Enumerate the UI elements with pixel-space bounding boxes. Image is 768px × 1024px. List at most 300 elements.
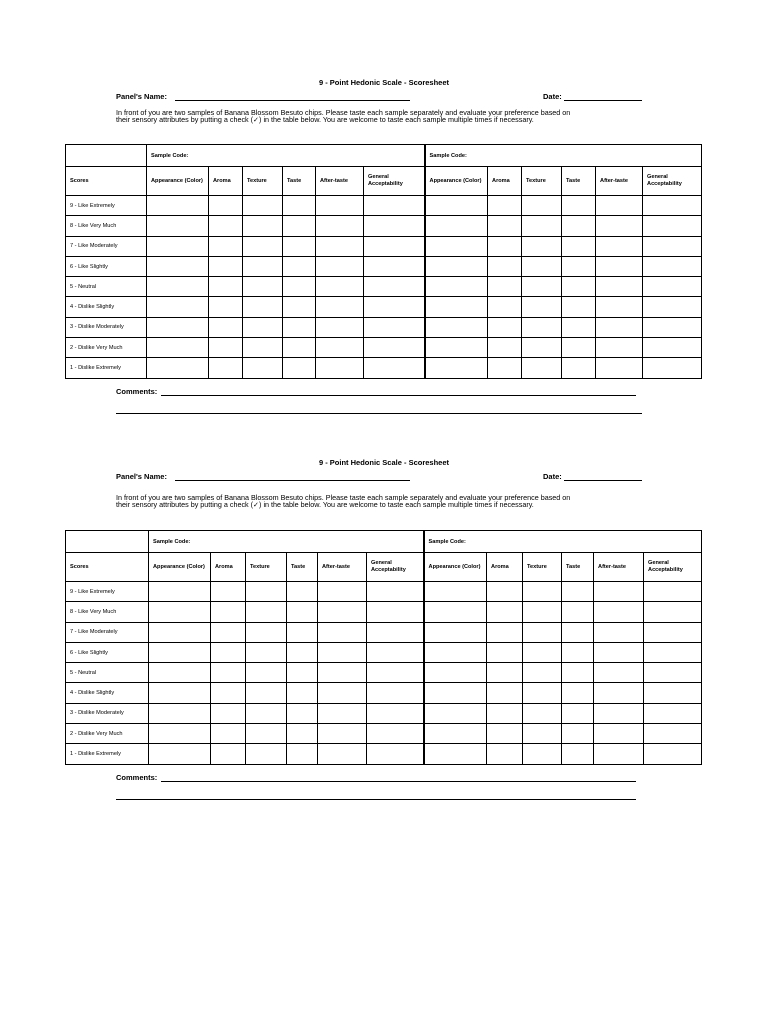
check-cell[interactable] bbox=[318, 602, 367, 622]
date-line[interactable] bbox=[564, 100, 642, 101]
check-cell[interactable] bbox=[211, 703, 246, 723]
check-cell[interactable] bbox=[522, 277, 562, 297]
check-cell[interactable] bbox=[287, 703, 318, 723]
attr-header: After-taste bbox=[318, 553, 367, 582]
check-cell[interactable] bbox=[246, 703, 287, 723]
check-cell[interactable] bbox=[209, 196, 243, 216]
check-cell[interactable] bbox=[425, 277, 488, 297]
check-cell[interactable] bbox=[487, 683, 523, 703]
check-cell[interactable] bbox=[596, 277, 643, 297]
attr-header: Texture bbox=[522, 167, 562, 196]
check-cell[interactable] bbox=[283, 358, 316, 378]
check-cell[interactable] bbox=[424, 683, 487, 703]
date-label: Date: bbox=[543, 92, 562, 101]
check-cell[interactable] bbox=[283, 338, 316, 358]
check-cell[interactable] bbox=[364, 338, 425, 358]
check-cell[interactable] bbox=[364, 196, 425, 216]
check-cell[interactable] bbox=[287, 602, 318, 622]
score-rows bbox=[66, 582, 702, 765]
score-label: 8 - Like Very Much bbox=[66, 216, 147, 236]
check-cell[interactable] bbox=[643, 317, 702, 337]
score-row bbox=[66, 744, 702, 764]
score-label: 4 - Dislike Slightly bbox=[66, 297, 147, 317]
check-cell[interactable] bbox=[209, 256, 243, 276]
check-cell[interactable] bbox=[147, 196, 209, 216]
score-row bbox=[66, 358, 702, 378]
check-cell[interactable] bbox=[147, 317, 209, 337]
check-cell[interactable] bbox=[243, 256, 283, 276]
date-label: Date: bbox=[543, 472, 562, 481]
check-cell[interactable] bbox=[246, 683, 287, 703]
check-cell[interactable] bbox=[211, 642, 246, 662]
check-cell[interactable] bbox=[523, 703, 562, 723]
check-cell[interactable] bbox=[211, 602, 246, 622]
check-cell[interactable] bbox=[643, 236, 702, 256]
panel-name-line[interactable] bbox=[175, 480, 410, 481]
score-label: 9 - Like Extremely bbox=[66, 582, 149, 602]
check-cell[interactable] bbox=[424, 582, 487, 602]
check-cell[interactable] bbox=[287, 724, 318, 744]
check-cell[interactable] bbox=[644, 642, 702, 662]
attr-header: Aroma bbox=[211, 553, 246, 582]
check-cell[interactable] bbox=[283, 297, 316, 317]
check-cell[interactable] bbox=[425, 338, 488, 358]
check-cell[interactable] bbox=[209, 277, 243, 297]
attr-header: Appearance (Color) bbox=[424, 553, 487, 582]
check-cell[interactable] bbox=[594, 683, 644, 703]
attr-header: General Acceptability bbox=[367, 553, 424, 582]
check-cell[interactable] bbox=[644, 663, 702, 683]
comments-line-2[interactable] bbox=[116, 799, 636, 800]
check-cell[interactable] bbox=[644, 724, 702, 744]
check-cell[interactable] bbox=[283, 277, 316, 297]
check-cell[interactable] bbox=[562, 703, 594, 723]
check-cell[interactable] bbox=[596, 317, 643, 337]
check-cell[interactable] bbox=[487, 642, 523, 662]
check-cell[interactable] bbox=[287, 744, 318, 764]
check-cell[interactable] bbox=[318, 703, 367, 723]
panel-name-line[interactable] bbox=[175, 100, 410, 101]
check-cell[interactable] bbox=[283, 317, 316, 337]
score-row bbox=[66, 196, 702, 216]
check-cell[interactable] bbox=[522, 236, 562, 256]
check-cell[interactable] bbox=[596, 236, 643, 256]
check-cell[interactable] bbox=[523, 744, 562, 764]
attr-header: Appearance (Color) bbox=[425, 167, 488, 196]
check-cell[interactable] bbox=[147, 297, 209, 317]
check-cell[interactable] bbox=[316, 317, 364, 337]
check-cell[interactable] bbox=[367, 724, 424, 744]
check-cell[interactable] bbox=[243, 236, 283, 256]
score-row bbox=[66, 317, 702, 337]
check-cell[interactable] bbox=[243, 216, 283, 236]
instructions-line-1: In front of you are two samples of Banana Blossom Besuto chips. Please taste each sample separately and evaluate your preference based on bbox=[116, 108, 571, 117]
score-label: 8 - Like Very Much bbox=[66, 602, 149, 622]
check-cell[interactable] bbox=[596, 297, 643, 317]
check-cell[interactable] bbox=[562, 602, 594, 622]
check-cell[interactable] bbox=[287, 622, 318, 642]
check-cell[interactable] bbox=[243, 196, 283, 216]
check-cell[interactable] bbox=[523, 724, 562, 744]
check-cell[interactable] bbox=[367, 582, 424, 602]
check-cell[interactable] bbox=[643, 338, 702, 358]
score-label: 5 - Neutral bbox=[66, 277, 147, 297]
check-cell[interactable] bbox=[488, 358, 522, 378]
check-cell[interactable] bbox=[367, 683, 424, 703]
check-cell[interactable] bbox=[425, 216, 488, 236]
check-cell[interactable] bbox=[287, 663, 318, 683]
check-cell[interactable] bbox=[424, 642, 487, 662]
score-row bbox=[66, 642, 702, 662]
check-cell[interactable] bbox=[594, 663, 644, 683]
check-cell[interactable] bbox=[211, 622, 246, 642]
check-cell[interactable] bbox=[211, 724, 246, 744]
check-cell[interactable] bbox=[487, 744, 523, 764]
corner-cell bbox=[66, 145, 147, 167]
check-cell[interactable] bbox=[522, 297, 562, 317]
check-cell[interactable] bbox=[287, 683, 318, 703]
attr-header: Appearance (Color) bbox=[147, 167, 209, 196]
check-cell[interactable] bbox=[318, 663, 367, 683]
check-cell[interactable] bbox=[522, 358, 562, 378]
sheet-title: 9 - Point Hedonic Scale - Scoresheet bbox=[318, 458, 450, 467]
check-cell[interactable] bbox=[594, 602, 644, 622]
instructions-line-1: In front of you are two samples of Banana Blossom Besuto chips. Please taste each sample separately and evaluate your preference based on bbox=[116, 493, 571, 502]
check-cell[interactable] bbox=[367, 602, 424, 622]
check-cell[interactable] bbox=[425, 358, 488, 378]
check-cell[interactable] bbox=[523, 582, 562, 602]
check-cell[interactable] bbox=[367, 663, 424, 683]
check-cell[interactable] bbox=[488, 338, 522, 358]
check-cell[interactable] bbox=[562, 338, 596, 358]
check-cell[interactable] bbox=[367, 622, 424, 642]
check-cell[interactable] bbox=[594, 642, 644, 662]
check-cell[interactable] bbox=[424, 724, 487, 744]
check-cell[interactable] bbox=[246, 663, 287, 683]
check-cell[interactable] bbox=[596, 338, 643, 358]
check-cell[interactable] bbox=[562, 317, 596, 337]
score-row bbox=[66, 683, 702, 703]
score-row bbox=[66, 256, 702, 276]
check-cell[interactable] bbox=[425, 317, 488, 337]
check-cell[interactable] bbox=[562, 683, 594, 703]
check-cell[interactable] bbox=[643, 358, 702, 378]
check-cell[interactable] bbox=[487, 602, 523, 622]
check-cell[interactable] bbox=[147, 256, 209, 276]
check-cell[interactable] bbox=[424, 703, 487, 723]
check-cell[interactable] bbox=[211, 744, 246, 764]
instructions-line-2: their sensory attributes by putting a check (✓) in the table below. You are welcome to taste each sample multiple times if necessary. bbox=[116, 500, 534, 509]
check-cell[interactable] bbox=[318, 744, 367, 764]
check-cell[interactable] bbox=[246, 744, 287, 764]
check-cell[interactable] bbox=[644, 683, 702, 703]
check-cell[interactable] bbox=[364, 358, 425, 378]
check-cell[interactable] bbox=[562, 256, 596, 276]
attr-header: Taste bbox=[562, 167, 596, 196]
check-cell[interactable] bbox=[149, 582, 211, 602]
check-cell[interactable] bbox=[243, 338, 283, 358]
check-cell[interactable] bbox=[596, 256, 643, 276]
check-cell[interactable] bbox=[425, 236, 488, 256]
check-cell[interactable] bbox=[523, 642, 562, 662]
check-cell[interactable] bbox=[364, 317, 425, 337]
check-cell[interactable] bbox=[643, 277, 702, 297]
check-cell[interactable] bbox=[488, 196, 522, 216]
score-label: 7 - Like Moderately bbox=[66, 236, 147, 256]
check-cell[interactable] bbox=[287, 582, 318, 602]
check-cell[interactable] bbox=[562, 297, 596, 317]
check-cell[interactable] bbox=[209, 236, 243, 256]
check-cell[interactable] bbox=[149, 683, 211, 703]
attr-header: Aroma bbox=[209, 167, 243, 196]
check-cell[interactable] bbox=[246, 602, 287, 622]
score-row bbox=[66, 236, 702, 256]
check-cell[interactable] bbox=[316, 358, 364, 378]
check-cell[interactable] bbox=[367, 703, 424, 723]
check-cell[interactable] bbox=[523, 663, 562, 683]
check-cell[interactable] bbox=[644, 622, 702, 642]
score-row bbox=[66, 663, 702, 683]
check-cell[interactable] bbox=[562, 724, 594, 744]
attr-header: Taste bbox=[562, 553, 594, 582]
date-line[interactable] bbox=[564, 480, 642, 481]
comments-label: Comments: bbox=[116, 387, 158, 396]
check-cell[interactable] bbox=[283, 236, 316, 256]
check-cell[interactable] bbox=[318, 724, 367, 744]
check-cell[interactable] bbox=[644, 744, 702, 764]
comments-line-1[interactable] bbox=[161, 395, 636, 396]
comments-line-2[interactable] bbox=[116, 413, 642, 414]
attr-header: After-taste bbox=[596, 167, 643, 196]
score-label: 9 - Like Extremely bbox=[66, 196, 147, 216]
score-label: 2 - Dislike Very Much bbox=[66, 338, 147, 358]
check-cell[interactable] bbox=[364, 256, 425, 276]
scores-header: Scores bbox=[66, 167, 147, 196]
attr-header: Texture bbox=[523, 553, 562, 582]
score-label: 5 - Neutral bbox=[66, 663, 149, 683]
check-cell[interactable] bbox=[562, 216, 596, 236]
check-cell[interactable] bbox=[488, 297, 522, 317]
check-cell[interactable] bbox=[364, 297, 425, 317]
check-cell[interactable] bbox=[283, 196, 316, 216]
check-cell[interactable] bbox=[488, 236, 522, 256]
check-cell[interactable] bbox=[644, 582, 702, 602]
check-cell[interactable] bbox=[209, 216, 243, 236]
check-cell[interactable] bbox=[287, 642, 318, 662]
check-cell[interactable] bbox=[147, 277, 209, 297]
check-cell[interactable] bbox=[316, 236, 364, 256]
score-row bbox=[66, 297, 702, 317]
check-cell[interactable] bbox=[364, 236, 425, 256]
check-cell[interactable] bbox=[643, 216, 702, 236]
check-cell[interactable] bbox=[425, 196, 488, 216]
check-cell[interactable] bbox=[318, 582, 367, 602]
check-cell[interactable] bbox=[316, 196, 364, 216]
sample-code-label-2: Sample Code: bbox=[425, 145, 702, 167]
check-cell[interactable] bbox=[243, 277, 283, 297]
check-cell[interactable] bbox=[487, 724, 523, 744]
check-cell[interactable] bbox=[644, 703, 702, 723]
score-label: 3 - Dislike Moderately bbox=[66, 703, 149, 723]
check-cell[interactable] bbox=[318, 642, 367, 662]
check-cell[interactable] bbox=[562, 582, 594, 602]
attr-header: Taste bbox=[287, 553, 318, 582]
check-cell[interactable] bbox=[644, 602, 702, 622]
check-cell[interactable] bbox=[283, 216, 316, 236]
attr-header: Appearance (Color) bbox=[149, 553, 211, 582]
check-cell[interactable] bbox=[594, 724, 644, 744]
check-cell[interactable] bbox=[246, 582, 287, 602]
check-cell[interactable] bbox=[523, 683, 562, 703]
check-cell[interactable] bbox=[209, 317, 243, 337]
check-cell[interactable] bbox=[522, 216, 562, 236]
check-cell[interactable] bbox=[594, 703, 644, 723]
check-cell[interactable] bbox=[209, 358, 243, 378]
score-label: 6 - Like Slightly bbox=[66, 256, 147, 276]
check-cell[interactable] bbox=[562, 642, 594, 662]
sample-code-label-1: Sample Code: bbox=[149, 531, 424, 553]
attr-header: General Acceptability bbox=[644, 553, 702, 582]
check-cell[interactable] bbox=[424, 602, 487, 622]
check-cell[interactable] bbox=[488, 317, 522, 337]
check-cell[interactable] bbox=[596, 196, 643, 216]
comments-line-1[interactable] bbox=[161, 781, 636, 782]
panel-name-label: Panel's Name: bbox=[116, 472, 167, 481]
score-label: 2 - Dislike Very Much bbox=[66, 724, 149, 744]
score-row bbox=[66, 622, 702, 642]
check-cell[interactable] bbox=[147, 358, 209, 378]
check-cell[interactable] bbox=[562, 622, 594, 642]
score-table-2 bbox=[65, 530, 702, 765]
check-cell[interactable] bbox=[246, 724, 287, 744]
attr-header: General Acceptability bbox=[643, 167, 702, 196]
check-cell[interactable] bbox=[367, 642, 424, 662]
check-cell[interactable] bbox=[209, 297, 243, 317]
attr-header: General Acceptability bbox=[364, 167, 425, 196]
check-cell[interactable] bbox=[487, 622, 523, 642]
check-cell[interactable] bbox=[147, 338, 209, 358]
check-cell[interactable] bbox=[367, 744, 424, 764]
sheet-title: 9 - Point Hedonic Scale - Scoresheet bbox=[318, 78, 450, 87]
check-cell[interactable] bbox=[149, 663, 211, 683]
check-cell[interactable] bbox=[562, 744, 594, 764]
check-cell[interactable] bbox=[149, 744, 211, 764]
check-cell[interactable] bbox=[364, 277, 425, 297]
score-row bbox=[66, 724, 702, 744]
check-cell[interactable] bbox=[523, 622, 562, 642]
sample-code-label-1: Sample Code: bbox=[147, 145, 425, 167]
check-cell[interactable] bbox=[522, 196, 562, 216]
check-cell[interactable] bbox=[149, 602, 211, 622]
check-cell[interactable] bbox=[243, 317, 283, 337]
check-cell[interactable] bbox=[243, 358, 283, 378]
check-cell[interactable] bbox=[487, 582, 523, 602]
check-cell[interactable] bbox=[318, 622, 367, 642]
check-cell[interactable] bbox=[425, 297, 488, 317]
check-cell[interactable] bbox=[562, 277, 596, 297]
check-cell[interactable] bbox=[211, 683, 246, 703]
score-table-1 bbox=[65, 144, 702, 379]
check-cell[interactable] bbox=[211, 582, 246, 602]
check-cell[interactable] bbox=[522, 256, 562, 276]
score-label: 4 - Dislike Slightly bbox=[66, 683, 149, 703]
check-cell[interactable] bbox=[147, 216, 209, 236]
check-cell[interactable] bbox=[246, 622, 287, 642]
check-cell[interactable] bbox=[246, 642, 287, 662]
check-cell[interactable] bbox=[523, 602, 562, 622]
check-cell[interactable] bbox=[316, 297, 364, 317]
check-cell[interactable] bbox=[149, 724, 211, 744]
scores-header: Scores bbox=[66, 553, 149, 582]
score-row bbox=[66, 216, 702, 236]
check-cell[interactable] bbox=[424, 744, 487, 764]
check-cell[interactable] bbox=[643, 297, 702, 317]
check-cell[interactable] bbox=[149, 642, 211, 662]
check-cell[interactable] bbox=[316, 277, 364, 297]
check-cell[interactable] bbox=[209, 338, 243, 358]
check-cell[interactable] bbox=[594, 582, 644, 602]
score-row bbox=[66, 582, 702, 602]
check-cell[interactable] bbox=[488, 216, 522, 236]
check-cell[interactable] bbox=[149, 622, 211, 642]
check-cell[interactable] bbox=[522, 317, 562, 337]
check-cell[interactable] bbox=[364, 216, 425, 236]
check-cell[interactable] bbox=[562, 196, 596, 216]
check-cell[interactable] bbox=[318, 683, 367, 703]
check-cell[interactable] bbox=[596, 216, 643, 236]
score-row bbox=[66, 338, 702, 358]
check-cell[interactable] bbox=[424, 622, 487, 642]
check-cell[interactable] bbox=[243, 297, 283, 317]
check-cell[interactable] bbox=[425, 256, 488, 276]
check-cell[interactable] bbox=[594, 744, 644, 764]
attr-header: Aroma bbox=[488, 167, 522, 196]
check-cell[interactable] bbox=[487, 663, 523, 683]
check-cell[interactable] bbox=[643, 196, 702, 216]
attr-header: Texture bbox=[243, 167, 283, 196]
score-row bbox=[66, 602, 702, 622]
check-cell[interactable] bbox=[594, 622, 644, 642]
score-label: 3 - Dislike Moderately bbox=[66, 317, 147, 337]
check-cell[interactable] bbox=[562, 236, 596, 256]
score-label: 1 - Dislike Extremely bbox=[66, 744, 149, 764]
attr-header: Taste bbox=[283, 167, 316, 196]
check-cell[interactable] bbox=[149, 703, 211, 723]
check-cell[interactable] bbox=[596, 358, 643, 378]
check-cell[interactable] bbox=[562, 358, 596, 378]
score-label: 7 - Like Moderately bbox=[66, 622, 149, 642]
check-cell[interactable] bbox=[316, 216, 364, 236]
check-cell[interactable] bbox=[211, 663, 246, 683]
attr-header: Aroma bbox=[487, 553, 523, 582]
check-cell[interactable] bbox=[424, 663, 487, 683]
attr-header: After-taste bbox=[594, 553, 644, 582]
score-row bbox=[66, 277, 702, 297]
check-cell[interactable] bbox=[487, 703, 523, 723]
check-cell[interactable] bbox=[283, 256, 316, 276]
check-cell[interactable] bbox=[316, 338, 364, 358]
sample-code-label-2: Sample Code: bbox=[424, 531, 702, 553]
check-cell[interactable] bbox=[488, 256, 522, 276]
check-cell[interactable] bbox=[147, 236, 209, 256]
check-cell[interactable] bbox=[522, 338, 562, 358]
check-cell[interactable] bbox=[562, 663, 594, 683]
check-cell[interactable] bbox=[488, 277, 522, 297]
check-cell[interactable] bbox=[316, 256, 364, 276]
attr-header: Texture bbox=[246, 553, 287, 582]
comments-label: Comments: bbox=[116, 773, 158, 782]
check-cell[interactable] bbox=[643, 256, 702, 276]
